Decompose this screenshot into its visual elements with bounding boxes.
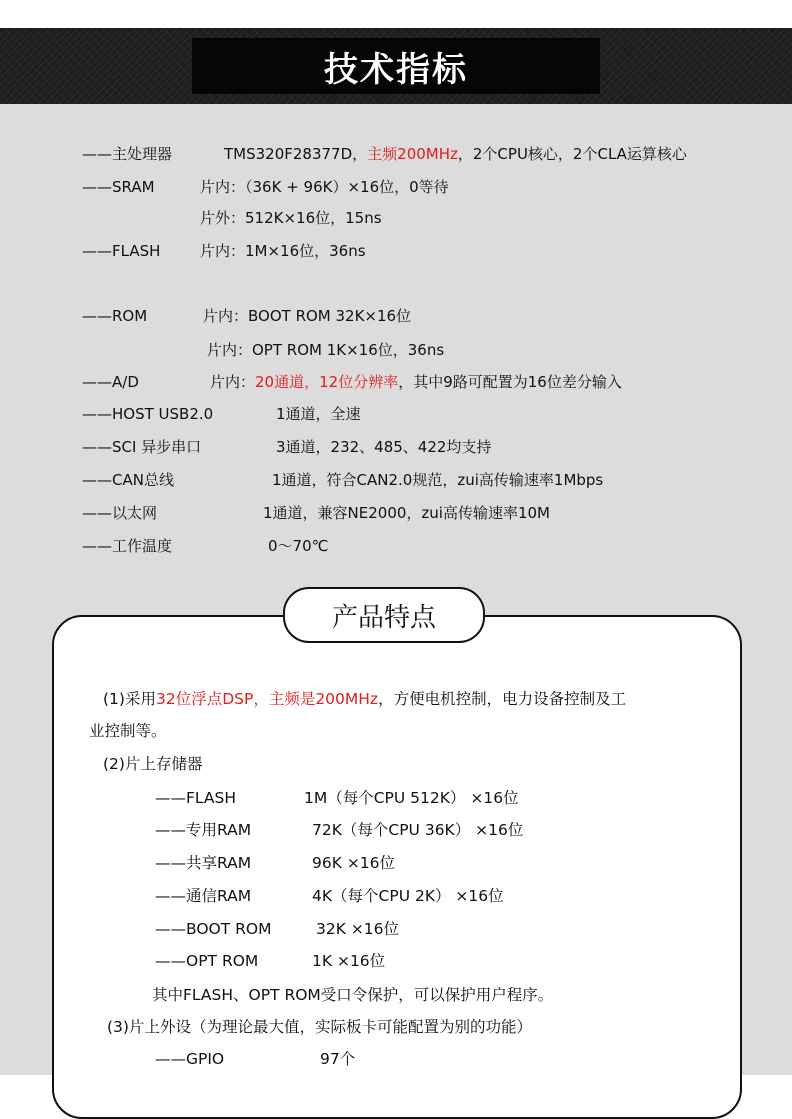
spec-label: ——A/D bbox=[82, 373, 139, 391]
spec-value bbox=[200, 208, 382, 228]
feature-line bbox=[316, 918, 399, 940]
value-text: 0～70℃ bbox=[268, 537, 329, 555]
feature-line bbox=[152, 984, 553, 1006]
feature-label: ——通信RAM bbox=[155, 887, 252, 905]
feature-line bbox=[312, 885, 504, 907]
value-text: 1通道，兼容NE2000，zui高传输速率10M bbox=[263, 504, 550, 522]
feature-line bbox=[103, 688, 626, 710]
value-text: 3通道，232、485、422均支持 bbox=[276, 438, 492, 456]
feature-line bbox=[312, 950, 385, 972]
value-text: ，2个CPU核心，2个CLA运算核心 bbox=[457, 145, 687, 163]
value-text: 1通道，符合CAN2.0规范，zui高传输速率1Mbps bbox=[272, 471, 604, 489]
feature-label: ——专用RAM bbox=[155, 821, 252, 839]
spec-label: ——FLASH bbox=[82, 242, 161, 260]
value-text: 72K（每个CPU 36K） ×16位 bbox=[312, 821, 524, 839]
page-title: 技术指标 bbox=[324, 49, 468, 90]
spec-value bbox=[272, 470, 603, 490]
value-text: ，方便电机控制，电力设备控制及工 bbox=[378, 690, 627, 708]
value-text: (1)采用 bbox=[103, 690, 156, 708]
value-text: 片内：OPT ROM 1K×16位，36ns bbox=[207, 341, 445, 359]
spec-value bbox=[203, 306, 411, 326]
spec-label: ——CAN总线 bbox=[82, 471, 174, 489]
value-text: 32K ×16位 bbox=[316, 920, 400, 938]
feature-line bbox=[107, 1016, 532, 1038]
feature-label: ——BOOT ROM bbox=[155, 920, 272, 938]
spec-value bbox=[224, 144, 687, 164]
feature-label: ——FLASH bbox=[155, 789, 237, 807]
value-text: 片内：BOOT ROM 32K×16位 bbox=[203, 307, 412, 325]
value-text: 片外：512K×16位，15ns bbox=[200, 209, 382, 227]
feature-line bbox=[304, 787, 519, 809]
value-text: 1通道，全速 bbox=[276, 405, 361, 423]
spec-value bbox=[207, 340, 444, 360]
value-text: 片内：1M×16位，36ns bbox=[200, 242, 366, 260]
value-text: 其中FLASH、OPT ROM受口令保护，可以保护用户程序。 bbox=[152, 986, 554, 1004]
spec-value bbox=[200, 241, 366, 261]
spec-value bbox=[276, 404, 361, 424]
value-text: 业控制等。 bbox=[89, 722, 167, 740]
feature-label: ——GPIO bbox=[155, 1050, 225, 1068]
feature-line bbox=[312, 819, 523, 841]
spec-label: ——以太网 bbox=[82, 504, 158, 522]
feature-line bbox=[103, 753, 202, 775]
value-text: (3)片上外设（为理论最大值，实际板卡可能配置为别的功能） bbox=[107, 1018, 532, 1036]
value-text: ，其中9路可配置为16位差分输入 bbox=[398, 373, 622, 391]
highlight-text: 20通道，12位分辨率 bbox=[255, 373, 399, 391]
spec-label: ——SRAM bbox=[82, 178, 155, 196]
spec-label: ——ROM bbox=[82, 307, 148, 325]
feature-label: ——OPT ROM bbox=[155, 952, 259, 970]
spec-label: ——HOST USB2.0 bbox=[82, 405, 214, 423]
feature-line bbox=[320, 1048, 355, 1070]
title-banner bbox=[0, 28, 792, 104]
spec-value bbox=[268, 536, 328, 556]
feature-label: ——共享RAM bbox=[155, 854, 252, 872]
feature-line bbox=[312, 852, 395, 874]
spec-label: ——SCI 异步串口 bbox=[82, 438, 202, 456]
spec-value bbox=[276, 437, 491, 457]
value-text: 片内：（36K + 96K）×16位，0等待 bbox=[200, 178, 449, 196]
value-text: 97个 bbox=[320, 1050, 356, 1068]
value-text: (2)片上存储器 bbox=[103, 755, 203, 773]
value-text: TMS320F28377D， bbox=[224, 145, 368, 163]
highlight-text: 32位浮点DSP，主频是200MHz bbox=[155, 690, 379, 708]
spec-label: ——主处理器 bbox=[82, 145, 173, 163]
value-text: 1K ×16位 bbox=[312, 952, 386, 970]
feature-line bbox=[89, 720, 167, 742]
spec-value bbox=[263, 503, 550, 523]
title-plate bbox=[192, 38, 600, 94]
highlight-text: 主频200MHz bbox=[367, 145, 458, 163]
value-text: 片内： bbox=[210, 373, 256, 391]
spec-value bbox=[200, 177, 449, 197]
spec-value bbox=[210, 372, 622, 392]
value-text: 4K（每个CPU 2K） ×16位 bbox=[312, 887, 504, 905]
features-title: 产品特点 bbox=[283, 587, 485, 643]
spec-label: ——工作温度 bbox=[82, 537, 173, 555]
value-text: 1M（每个CPU 512K） ×16位 bbox=[304, 789, 519, 807]
value-text: 96K ×16位 bbox=[312, 854, 396, 872]
